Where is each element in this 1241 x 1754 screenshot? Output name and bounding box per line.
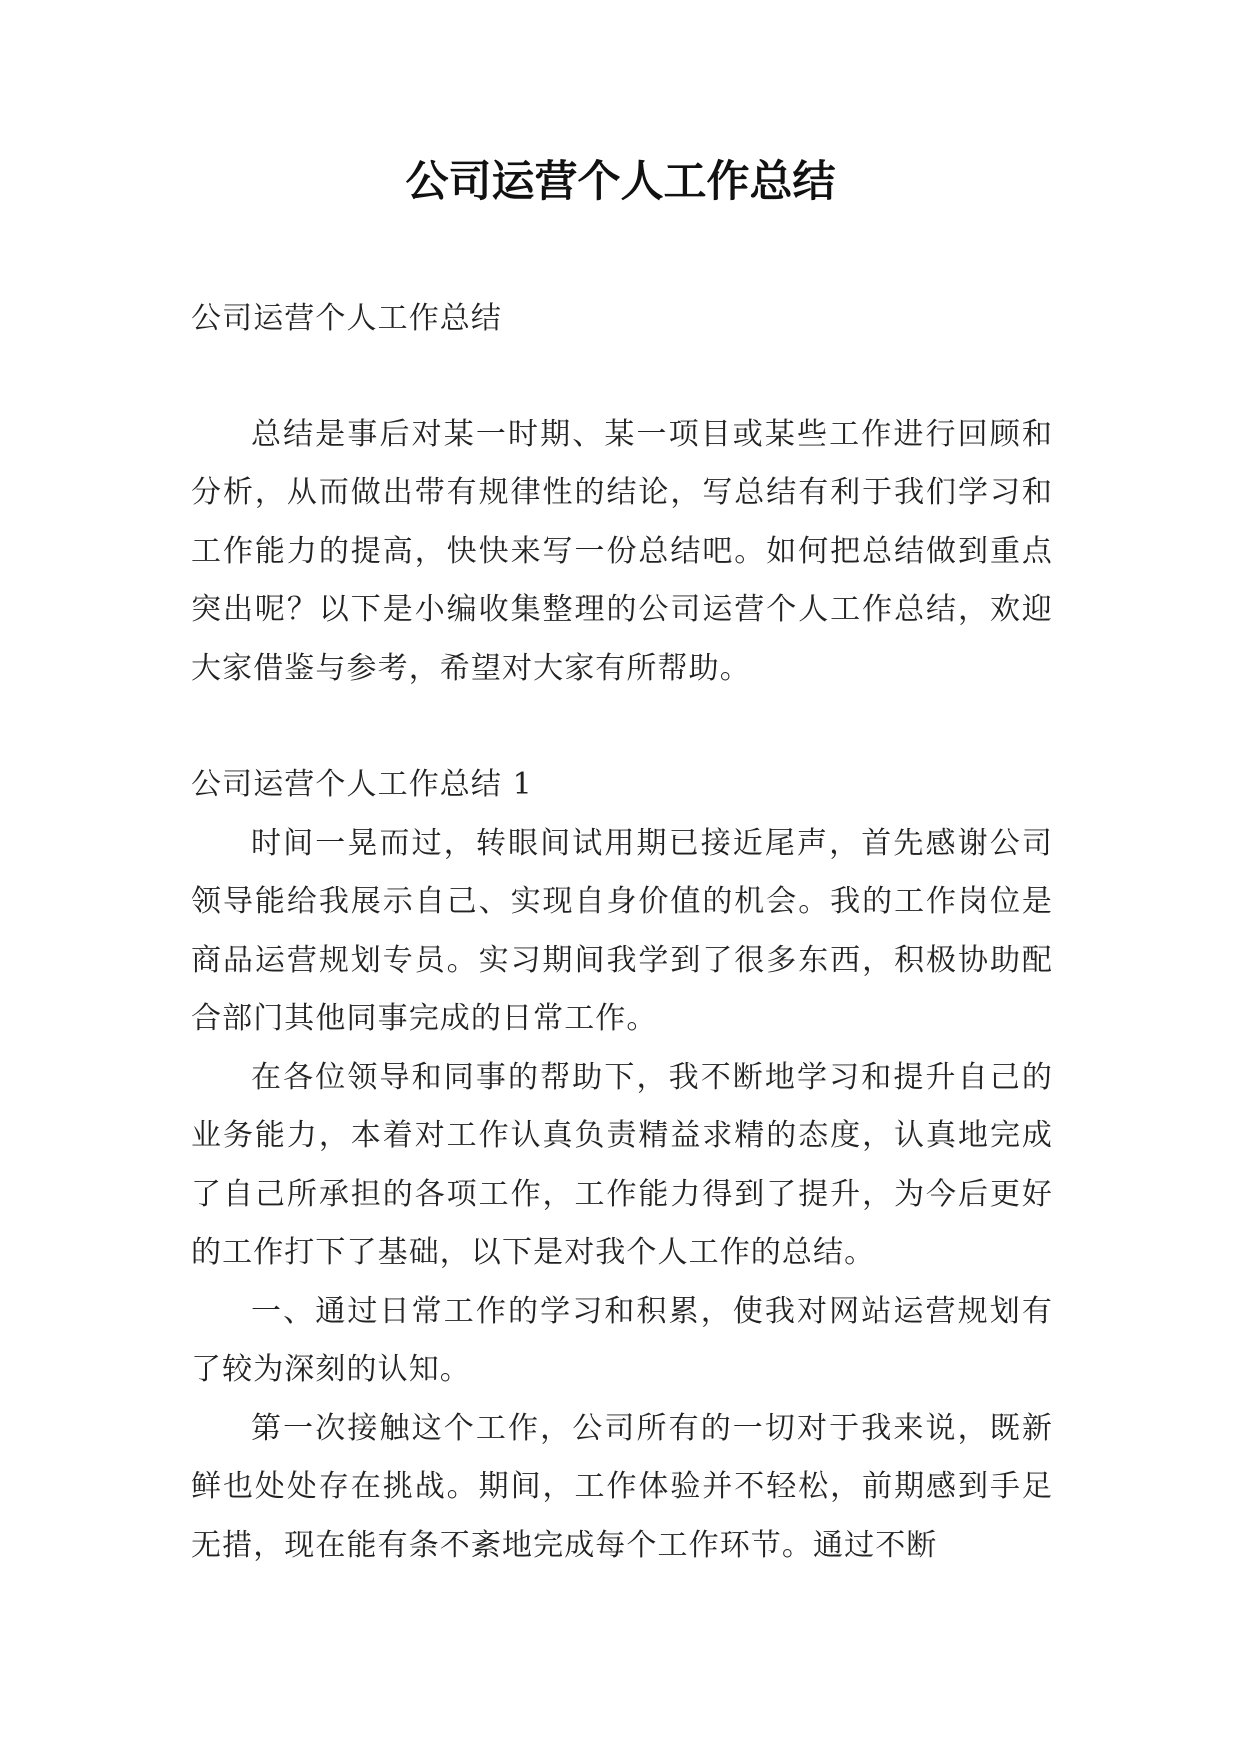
body-paragraph: 在各位领导和同事的帮助下，我不断地学习和提升自己的业务能力，本着对工作认真负责精益求精的态度，认真地完成了自己所承担的各项工作，工作能力得到了提升，为今后更好的工作打下了基础，以下是对我个人工作的总结。 — [191, 1059, 1053, 1270]
document-body — [191, 290, 1053, 1575]
body-paragraph: 第一次接触这个工作，公司所有的一切对于我来说，既新鲜也处处存在挑战。期间，工作体验并不轻松，前期感到手足无措，现在能有条不紊地完成每个工作环节。通过不断 — [191, 1410, 1053, 1563]
body-paragraph: 时间一晃而过，转眼间试用期已接近尾声，首先感谢公司领导能给我展示自己、实现自身价值的机会。我的工作岗位是商品运营规划专员。实习期间我学到了很多东西，积极协助配合部门其他同事完成的日常工作。 — [191, 825, 1053, 1036]
document-subtitle: 公司运营个人工作总结 — [191, 301, 502, 336]
document-title: 公司运营个人工作总结 — [405, 157, 836, 207]
intro-paragraph: 总结是事后对某一时期、某一项目或某些工作进行回顾和分析，从而做出带有规律性的结论，写总结有利于我们学习和工作能力的提高，快快来写一份总结吧。如何把总结做到重点突出呢？以下是小编收集整理的公司运营个人工作总结，欢迎大家借鉴与参考，希望对大家有所帮助。 — [191, 416, 1053, 686]
body-paragraph: 一、通过日常工作的学习和积累，使我对网站运营规划有了较为深刻的认知。 — [191, 1293, 1053, 1387]
section-heading: 公司运营个人工作总结 1 — [191, 767, 533, 802]
